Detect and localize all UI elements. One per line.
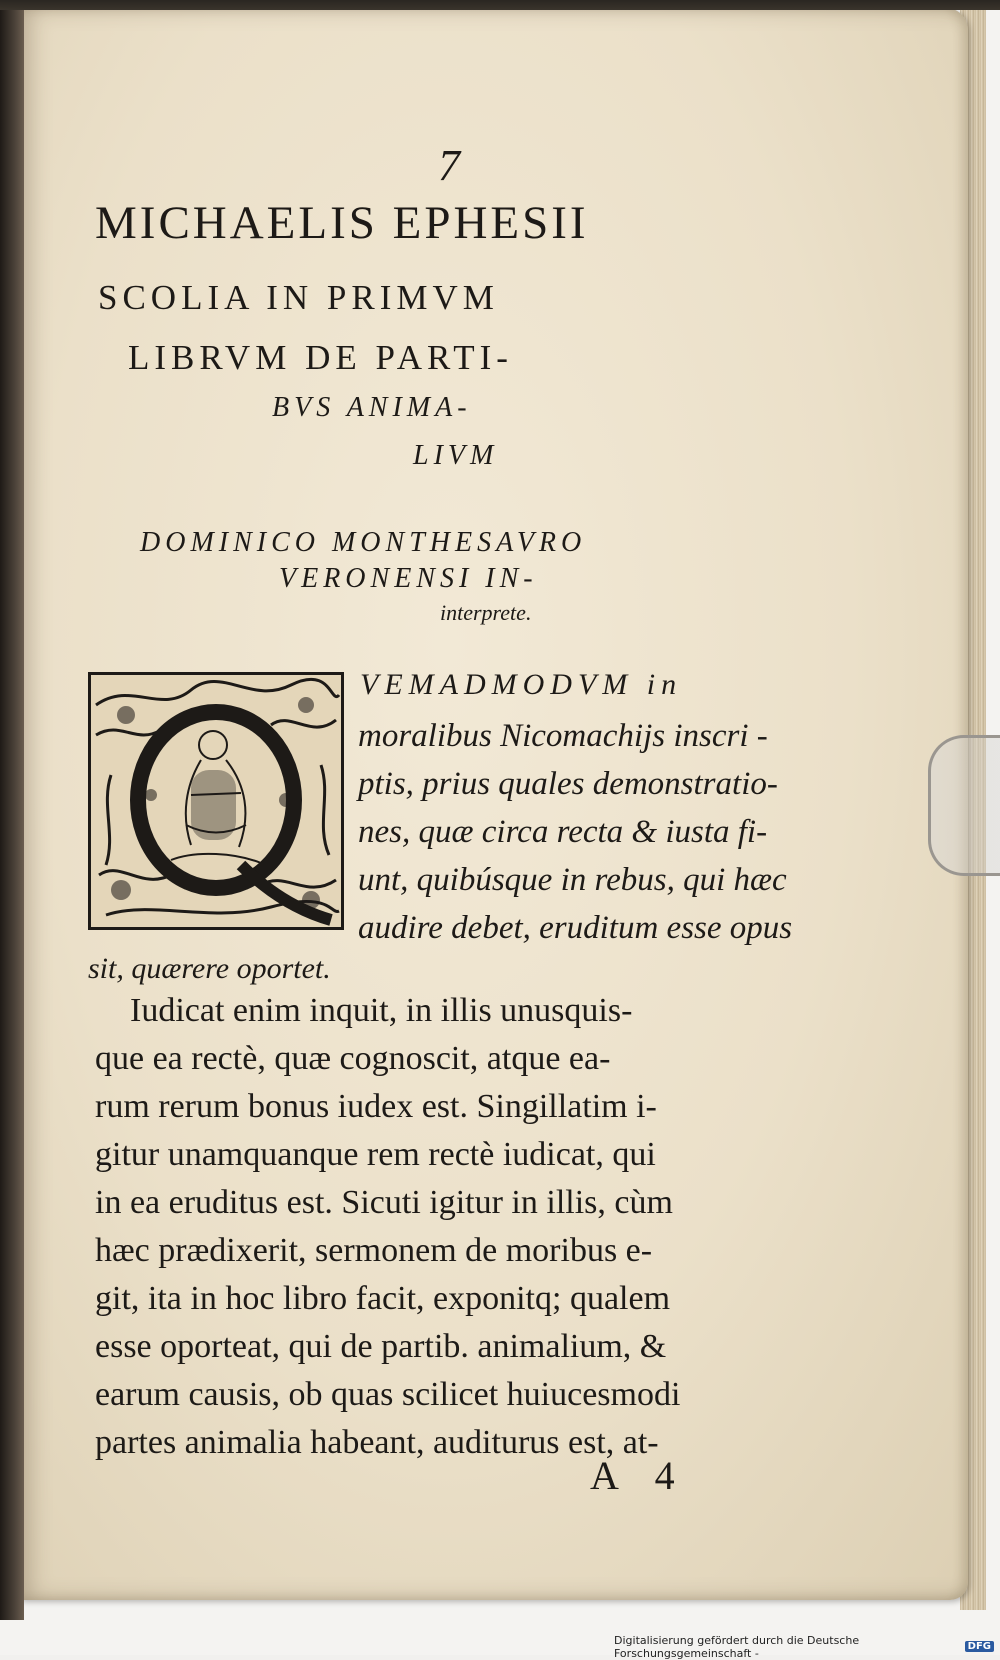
title-line-2: SCOLIA IN PRIMVM	[98, 278, 499, 317]
title-line-5: LIVM	[413, 440, 499, 471]
opening-line-4: nes, quæ circa recta & iusta fi-	[358, 814, 768, 850]
title-line-1: MICHAELIS EPHESII	[95, 197, 589, 249]
body-line-2: que ea rectè, quæ cognoscit, atque ea-	[95, 1040, 611, 1077]
digitization-footer	[614, 1633, 1000, 1660]
footer-credit: Digitalisierung gefördert durch die Deutsche Forschungsgemeinschaft -	[614, 1633, 860, 1660]
opening-line-2: moralibus Nicomachijs inscri -	[358, 718, 768, 754]
body-line-8: esse oporteat, qui de partib. animalium, &	[95, 1328, 667, 1365]
title-line-3: LIBRVM DE PARTI-	[128, 338, 513, 377]
decorated-initial	[88, 672, 344, 930]
dfg-logo: DFG	[965, 1641, 994, 1652]
body-line-9: earum causis, ob quas scilicet huiucesmodi	[95, 1376, 681, 1413]
opening-line-7: sit, quærere oportet.	[88, 952, 331, 985]
book-top-edge	[0, 0, 1000, 10]
dedication-line-3: interprete.	[440, 600, 532, 625]
body-line-4: gitur unamquanque rem rectè iudicat, qui	[95, 1136, 656, 1173]
page-clip	[928, 735, 1000, 876]
opening-line-3: ptis, prius quales demonstratio-	[358, 766, 778, 802]
body-line-10: partes animalia habeant, auditurus est, at-	[95, 1424, 659, 1461]
opening-line-5: unt, quibúsque in rebus, qui hæc	[358, 862, 787, 898]
dedication-line-2: VERONENSI IN-	[279, 563, 538, 594]
body-line-3: rum rerum bonus iudex est. Singillatim i-	[95, 1088, 657, 1125]
body-line-1: Iudicat enim inquit, in illis unusquis-	[130, 992, 633, 1029]
book-spine	[0, 0, 24, 1620]
signature-mark: A 4	[590, 1453, 689, 1498]
body-line-5: in ea eruditus est. Sicuti igitur in illis, cùm	[95, 1184, 673, 1221]
body-line-7: git, ita in hoc libro facit, exponitq; qualem	[95, 1280, 671, 1317]
folio-number: 7	[438, 141, 460, 190]
dedication-line-1: DOMINICO MONTHESAVRO	[140, 527, 587, 558]
opening-line-1: VEMADMODVM in	[360, 668, 683, 701]
woodcut-illustration	[91, 675, 341, 927]
title-line-4: BVS ANIMA-	[272, 392, 472, 423]
body-line-6: hæc prædixerit, sermonem de moribus e-	[95, 1232, 653, 1269]
opening-line-6: audire debet, eruditum esse opus	[358, 910, 793, 946]
